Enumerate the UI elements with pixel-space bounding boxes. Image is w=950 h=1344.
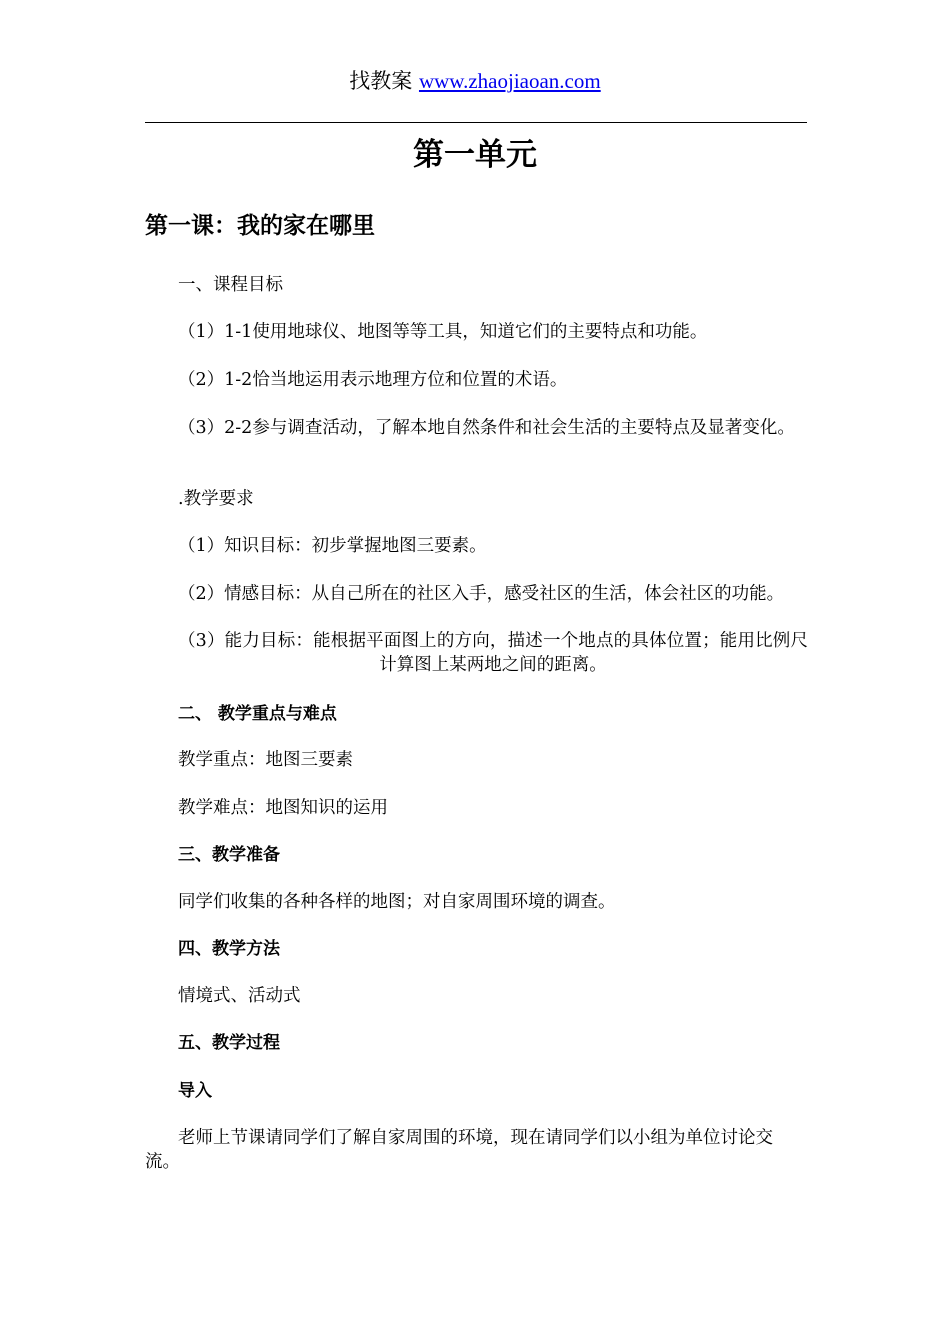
section-teaching-requirements: .教学要求 (178, 489, 254, 509)
requirement-knowledge: （1）知识目标：初步掌握地图三要素。 (178, 536, 487, 556)
difficult-point: 教学难点：地图知识的运用 (178, 798, 388, 818)
goal-item-2: （2）1-2恰当地运用表示地理方位和位置的术语。 (178, 370, 568, 390)
goal-item-1: （1）1-1使用地球仪、地图等等工具，知道它们的主要特点和功能。 (178, 322, 708, 342)
site-link[interactable]: www.zhaojiaoan.com (418, 69, 601, 93)
methods-text: 情境式、活动式 (178, 986, 301, 1006)
requirement-emotion: （2）情感目标：从自己所在的社区入手，感受社区的生活，体会社区的功能。 (178, 584, 785, 604)
intro-text: 老师上节课请同学们了解自家周围的环境，现在请同学们以小组为单位讨论交流。 (145, 1128, 773, 1172)
header-prefix: 找教案 (349, 69, 419, 93)
lesson-title: 第一课：我的家在哪里 (145, 212, 375, 239)
section-process: 五、教学过程 (178, 1033, 280, 1053)
section-course-goals: 一、课程目标 (178, 275, 283, 295)
page-header (0, 66, 950, 96)
preparation-text: 同学们收集的各种各样的地图；对自家周围环境的调查。 (178, 892, 616, 912)
section-preparation: 三、教学准备 (178, 845, 280, 865)
section-methods: 四、教学方法 (178, 939, 280, 959)
section-key-points: 二、 教学重点与难点 (178, 704, 337, 724)
goal-item-3: （3）2-2参与调查活动，了解本地自然条件和社会生活的主要特点及显著变化。 (178, 418, 795, 438)
header-divider (145, 122, 807, 123)
unit-title: 第一单元 (413, 137, 537, 173)
subsection-intro: 导入 (178, 1081, 212, 1101)
key-point: 教学重点：地图三要素 (178, 750, 353, 770)
requirement-ability: （3）能力目标：能根据平面图上的方向，描述一个地点的具体位置；能用比例尺计算图上某两地之间的距离。 (178, 631, 808, 675)
